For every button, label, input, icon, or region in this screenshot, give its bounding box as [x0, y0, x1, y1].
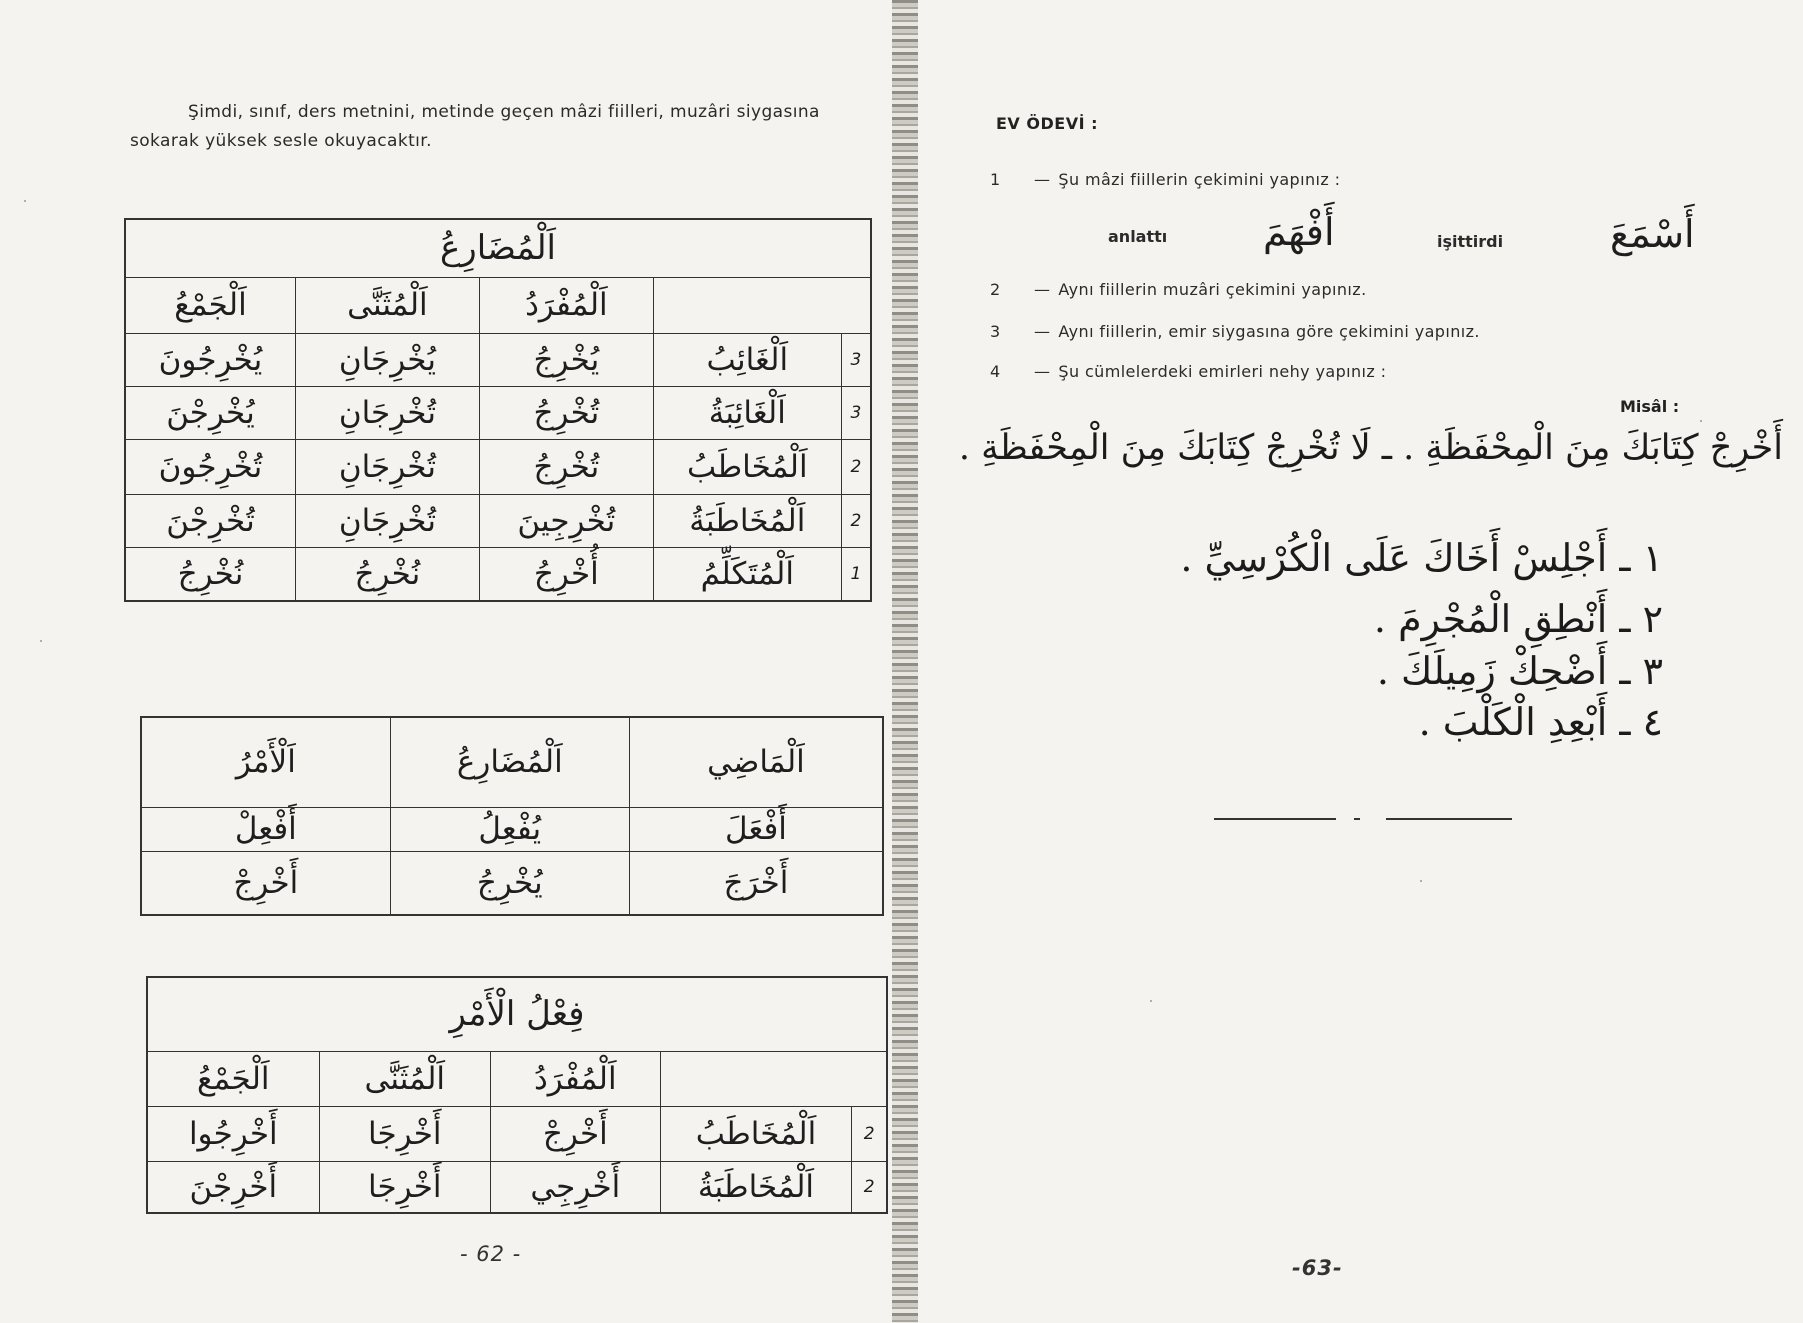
cell: تُخْرِجْنَ — [125, 494, 295, 547]
homework-heading: EV ÖDEVİ : — [996, 114, 1098, 133]
task-number: 2 — [990, 280, 1001, 299]
task-text: Aynı fiillerin muzâri çekimini yapınız. — [1058, 280, 1367, 299]
task-number: 1 — [990, 170, 1001, 189]
cell: تُخْرِجَانِ — [295, 494, 479, 547]
example-sentence: أَخْرِجْ كِتَابَكَ مِنَ الْمِحْفَظَةِ . ـ لَا تُخْرِجْ كِتَابَكَ مِنَ الْمِحْفَظَةِ . — [958, 428, 1783, 468]
row-label: اَلْمُخَاطَبَةُ — [660, 1161, 852, 1213]
page-number: - 62 - — [460, 1242, 522, 1266]
mudari-conjugation-table — [124, 218, 872, 602]
task-1: 1 — Şu mâzi fiillerin çekimini yapınız : — [990, 170, 1341, 189]
cell: تُخْرِجُونَ — [125, 439, 295, 494]
table-row — [147, 1106, 887, 1161]
person-number: 2 — [852, 1161, 887, 1213]
header-jam: اَلْجَمْعُ — [147, 1051, 319, 1106]
header-muthanna: اَلْمُثَنَّى — [319, 1051, 490, 1106]
task-number: 4 — [990, 362, 1001, 381]
verb-forms-table — [140, 716, 884, 916]
scan-speck — [1420, 880, 1422, 882]
intro-text: Şimdi, sınıf, ders metnini, metinde geçen mâzi fiilleri, muzâri siygasına sokarak yüksek sesle okuyacaktır. — [130, 102, 820, 151]
table-row — [147, 1161, 887, 1213]
example-label: Misâl : — [1620, 397, 1680, 416]
cell: أَخْرِجَا — [319, 1161, 490, 1213]
row-label: اَلْمُخَاطَبَةُ — [653, 494, 841, 547]
person-number: 2 — [841, 439, 871, 494]
divider-line — [1214, 818, 1336, 820]
table-row — [125, 333, 871, 386]
scan-speck — [40, 640, 42, 642]
cell: نُخْرِجُ — [125, 547, 295, 601]
table-row — [125, 439, 871, 494]
cell: تُخْرِجَانِ — [295, 386, 479, 439]
cell: أَخْرِجِي — [490, 1161, 660, 1213]
task-text: Aynı fiillerin, emir siygasına göre çekimini yapınız. — [1058, 322, 1480, 341]
header-mufrad: اَلْمُفْرَدُ — [490, 1051, 660, 1106]
cell: يُخْرِجُ — [390, 851, 629, 915]
amr-conjugation-table — [146, 976, 888, 1214]
table-row — [141, 851, 883, 915]
cell: يُخْرِجُ — [479, 333, 653, 386]
header-amr: اَلْأَمْرُ — [141, 717, 390, 807]
cell: أَخْرِجُوا — [147, 1106, 319, 1161]
exercise-4: ٤ ـ أَبْعِدِ الْكَلْبَ . — [1418, 700, 1663, 744]
verb-arabic: أَسْمَعَ — [1610, 212, 1695, 256]
header-jam: اَلْجَمْعُ — [125, 277, 295, 333]
row-label: اَلْغَائِبَةُ — [653, 386, 841, 439]
header-muthanna: اَلْمُثَنَّى — [295, 277, 479, 333]
table-row — [141, 807, 883, 851]
task-3: 3 — Aynı fiillerin, emir siygasına göre çekimini yapınız. — [990, 322, 1480, 341]
row-label: اَلْغَائِبُ — [653, 333, 841, 386]
cell: تُخْرِجُ — [479, 386, 653, 439]
exercise-1: ١ ـ أَجْلِسْ أَخَاكَ عَلَى الْكُرْسِيِّ . — [1180, 536, 1663, 580]
page-number: -63- — [1292, 1256, 1343, 1280]
verb-gloss: işittirdi — [1437, 232, 1504, 251]
cell: أَفْعِلْ — [141, 807, 390, 851]
row-label: اَلْمُخَاطَبُ — [653, 439, 841, 494]
cell: أَخْرِجْنَ — [147, 1161, 319, 1213]
right-page — [910, 0, 1803, 1323]
verb-gloss: anlattı — [1108, 227, 1168, 246]
header-blank — [660, 1051, 887, 1106]
person-number: 3 — [841, 333, 871, 386]
header-madi: اَلْمَاضِي — [629, 717, 883, 807]
header-mufrad: اَلْمُفْرَدُ — [479, 277, 653, 333]
table-row — [125, 547, 871, 601]
task-text: Şu mâzi fiillerin çekimini yapınız : — [1058, 170, 1341, 189]
row-label: اَلْمُتَكَلِّمُ — [653, 547, 841, 601]
cell: أَخْرِجَا — [319, 1106, 490, 1161]
header-mudari: اَلْمُضَارِعُ — [390, 717, 629, 807]
cell: أَخْرِجْ — [490, 1106, 660, 1161]
person-number: 3 — [841, 386, 871, 439]
cell: تُخْرِجِينَ — [479, 494, 653, 547]
person-number: 2 — [852, 1106, 887, 1161]
divider-dot — [1354, 818, 1360, 820]
verb-arabic: أَفْهَمَ — [1263, 210, 1335, 254]
cell: نُخْرِجُ — [295, 547, 479, 601]
cell: أَخْرَجَ — [629, 851, 883, 915]
cell: أَفْعَلَ — [629, 807, 883, 851]
row-label: اَلْمُخَاطَبُ — [660, 1106, 852, 1161]
person-number: 2 — [841, 494, 871, 547]
table-row — [125, 386, 871, 439]
table-title: اَلْمُضَارِعُ — [125, 219, 871, 277]
person-number: 1 — [841, 547, 871, 601]
task-text: Şu cümlelerdeki emirleri nehy yapınız : — [1058, 362, 1387, 381]
cell: يُخْرِجْنَ — [125, 386, 295, 439]
exercise-2: ٢ ـ أَنْطِقِ الْمُجْرِمَ . — [1373, 597, 1663, 641]
task-2: 2 — Aynı fiillerin muzâri çekimini yapınız. — [990, 280, 1367, 299]
intro-paragraph — [130, 98, 830, 156]
table-row — [125, 494, 871, 547]
scan-speck — [1150, 1000, 1152, 1002]
left-page — [0, 0, 900, 1323]
table-title: فِعْلُ الْأَمْرِ — [147, 977, 887, 1051]
cell: يُخْرِجَانِ — [295, 333, 479, 386]
cell: يُخْرِجُونَ — [125, 333, 295, 386]
exercise-3: ٣ ـ أَضْحِكْ زَمِيلَكَ . — [1376, 649, 1663, 693]
cell: يُفْعِلُ — [390, 807, 629, 851]
task-number: 3 — [990, 322, 1001, 341]
scan-speck — [24, 200, 26, 202]
cell: أُخْرِجُ — [479, 547, 653, 601]
cell: تُخْرِجُ — [479, 439, 653, 494]
cell: تُخْرِجَانِ — [295, 439, 479, 494]
header-blank — [653, 277, 871, 333]
scan-speck — [1700, 420, 1702, 422]
cell: أَخْرِجْ — [141, 851, 390, 915]
divider-line — [1386, 818, 1512, 820]
task-4: 4 — Şu cümlelerdeki emirleri nehy yapınız : — [990, 362, 1387, 381]
